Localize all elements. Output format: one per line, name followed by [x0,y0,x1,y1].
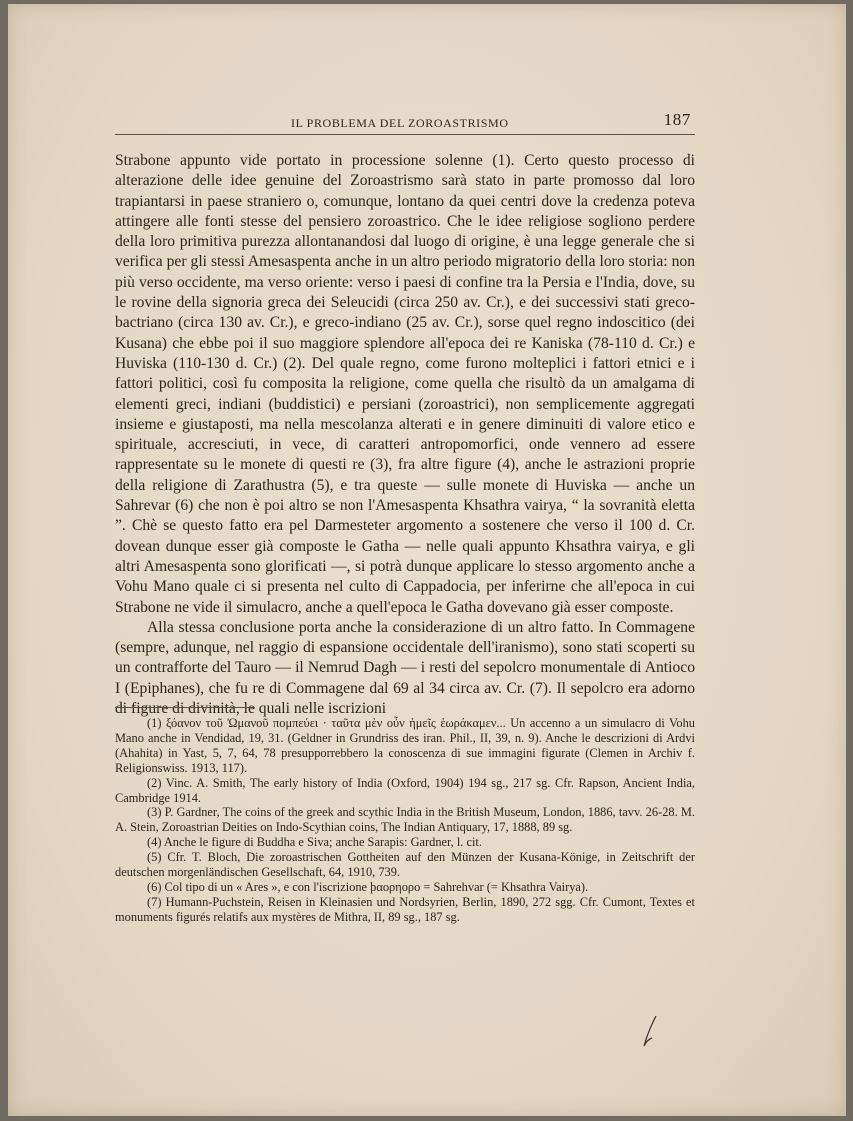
paragraph: Alla stessa conclusione porta anche la considerazione di un altro fatto. In Commagene (sempre, adunque, nel raggio di espansione occidentale dell'iranismo), sono stati scoperti su un contrafforte del Tauro — il Nemrud Dagh — i resti del sepolcro monumentale di Antioco I (Epiphanes), che fu re di Commagene dal 69 al 34 circa av. Cr. (7). Il sepolcro era adorno di figure di divinità, le quali nelle iscrizioni [115,618,695,718]
footnote: (7) Humann-Puchstein, Reisen in Kleinasien und Nordsyrien, Berlin, 1890, 272 sgg. Cfr. Cumont, Textes et monuments figurés relatifs aux mystères de Mithra, II, 89 sg., 187 sg. [115,894,695,924]
footnote: (6) Col tipo di un « Ares », e con l'iscrizione ϸαορηορο = Sahrehvar (= Khsathra Vairya). [147,879,589,894]
footnote: (2) Vinc. A. Smith, The early history of India (Oxford, 1904) 194 sg., 217 sg. Cfr. Rapson, Ancient India, Cambridge 1914. [115,775,695,805]
footnote: (1) ξόανον τοῦ Ὠμανοῦ πομπεύει · ταῦτα μὲν οὖν ἡμεῖς ἑωράκαμεν... Un accenno a un simulacro di Vohu Mano anche in Vendidad, 19, 31. (Geldner in Grundriss des iran. Phil., II, 39, n. 9). Anche le descrizioni di Ardvi (Ahahita) in Yast, 5, 7, 64, 78 presupporrebbero la conoscenza di sue immagini figurate (Clemen in Archiv f. Religionswiss. 1913, 117). [115,716,695,775]
footnote: (3) P. Gardner, The coins of the greek and scythic India in the British Museum, London, 1886, tavv. 26-28. M. A. Stein, Zoroastrian Deities on Indo-Scythian coins, The Indian Antiquary, 17, 1888, 89 sg. [115,805,695,835]
pencil-mark [638,1014,660,1048]
footnotes [115,716,695,925]
page-number: 187 [663,110,691,129]
main-text [115,151,695,719]
running-title: IL PROBLEMA DEL ZOROASTRISMO [291,116,509,130]
footnote: (5) Cfr. T. Bloch, Die zoroastrischen Gottheiten auf den Münzen der Kusana-Könige, in Zeitschrift der deutschen morgenländischen Gesellschaft, 64, 1910, 739. [115,850,695,880]
paragraph: Strabone appunto vide portato in processione solenne (1). Certo questo processo di alterazione delle idee genuine del Zoroastrismo sarà stato in parte promosso dal loro trapiantarsi in paese straniero o, comunque, lontano da quei centri dove la credenza poteva attingere alle fonti stesse del pensiero zoroastrico. Che le idee religiose sogliono perdere della loro primitiva purezza allontanandosi dal luogo di origine, è una legge generale che si verifica per gli stessi Amesaspenta anche in un altro periodo migratorio della loro storia: non più verso occidente, ma verso oriente: verso i paesi di confine tra la Persia e l'India, dove, su le rovine della signoria greca dei Seleucidi (circa 250 av. Cr.), e dei successivi stati greco-bactriano (circa 130 av. Cr.), e greco-indiano (25 av. Cr.), sorse quel regno indoscitico (dei Kusana) che ebbe poi il suo maggiore splendore all'epoca dei re Kaniska (78-110 d. Cr.) e Huviska (110-130 d. Cr.) (2). Del quale regno, come furono molteplici i fattori etnici e i fattori politici, così fu composita la religione, come quella che risultò da un amalgama di elementi greci, indiani (buddistici) e persiani (zoroastrici), non semplicemente aggregati insieme e giustaposti, ma nella mescolanza alterati e in genere diminuiti di valore etico e spirituale, accresciuti, in vece, di caratteri antropomorfici, onde vennero ad essere rappresentate su le monete di questi re (3), fra altre figure (4), anche le astrazioni proprie della religione di Zarathustra (5), e tra queste — sulle monete di Huviska — anche un Sahrevar (6) che non è poi altro se non l'Amesaspenta Khsathra vairya, “ la sovranità eletta ”. Chè se questo fatto era pel Darmesteter argomento a sostenere che verso il 100 d. Cr. dovean dunque esser già composte le Gatha — nelle quali appunto Khsathra vairya, e gli altri Amesaspenta sono glorificati —, si potrà dunque applicare lo stesso argomento anche a Vohu Mano quale ci si presenta nel culto di Cappadocia, per inferirne che all'epoca in cui Strabone ne vide il simulacro, anche a quell'epoca le Gatha dovevano già esser composte. [115,152,695,616]
footnote-rule [115,707,255,708]
book-page [8,4,846,1116]
running-header [115,108,695,135]
footnote: (4) Anche le figure di Buddha e Siva; anche Sarapis: Gardner, l. cit. [147,835,482,850]
